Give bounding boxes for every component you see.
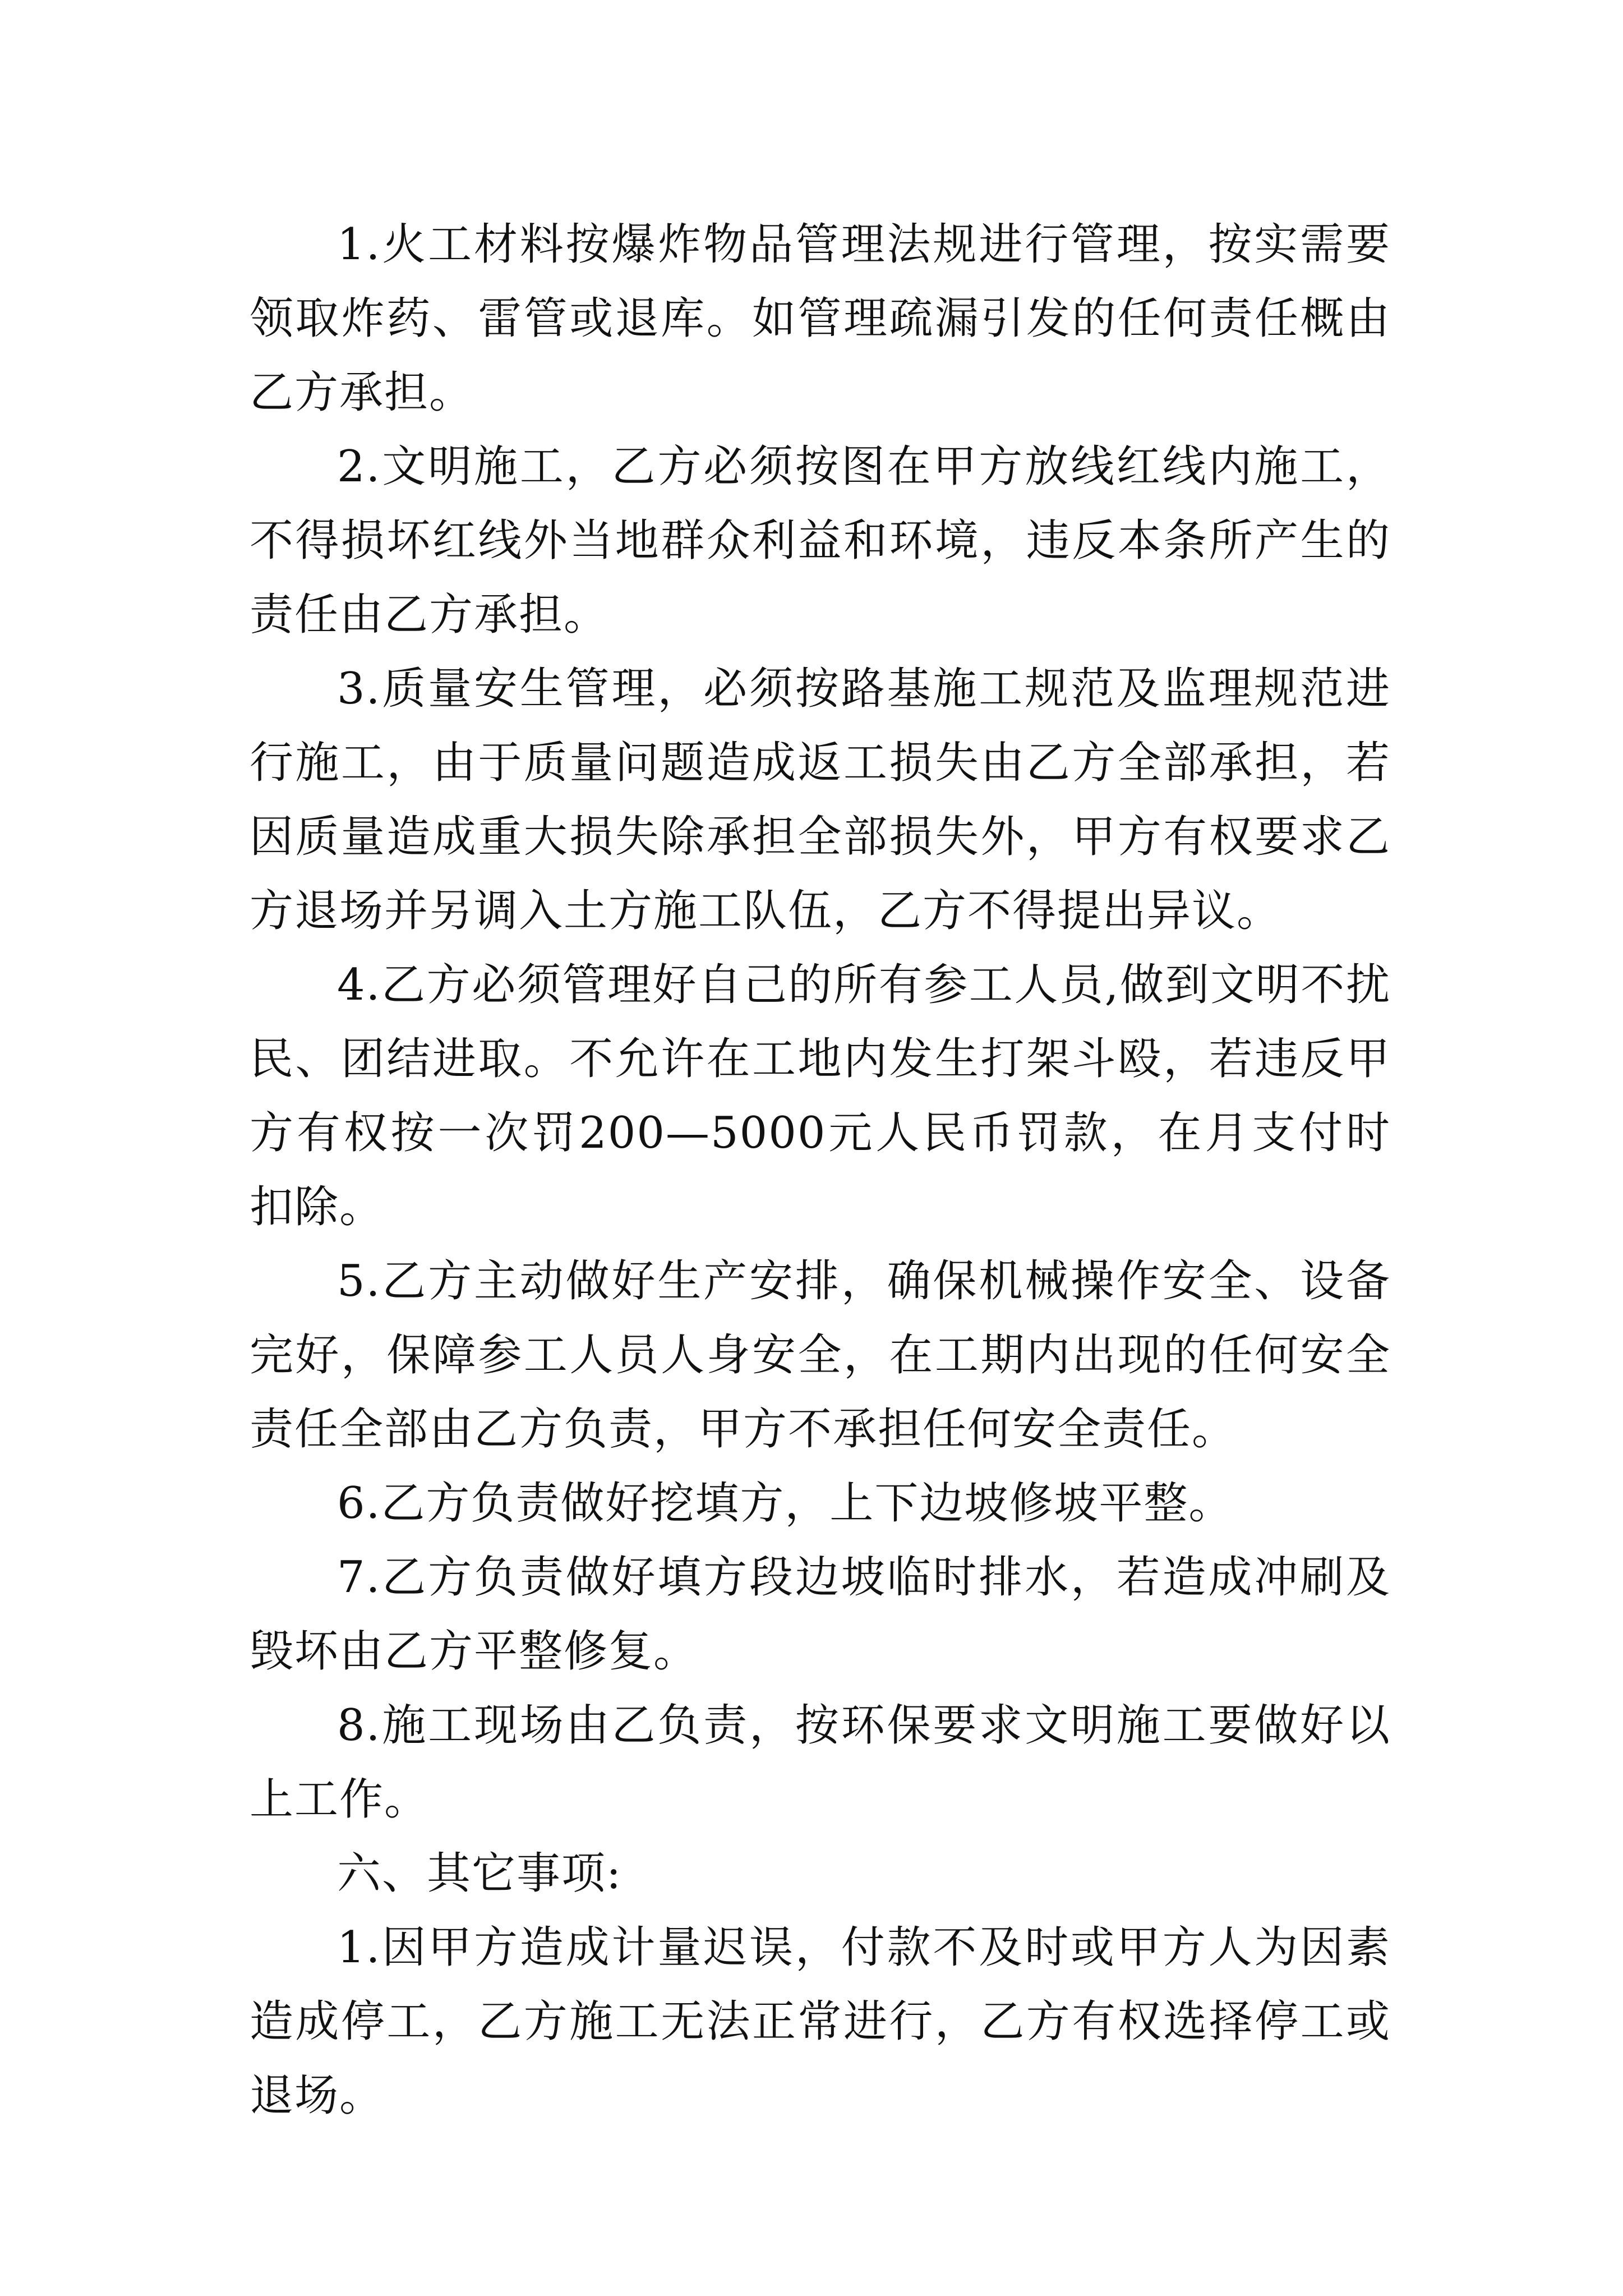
clause-paragraph-1: 1.火工材料按爆炸物品管理法规进行管理，按实需要领取炸药、雷管或退库。如管理疏漏引发的任何责任概由乙方承担。 [250, 219, 1391, 418]
clause-paragraph-7: 7.乙方负责做好填方段边坡临时排水，若造成冲刷及毁坏由乙方平整修复。 [250, 1552, 1391, 1677]
clause-paragraph-5: 5.乙方主动做好生产安排，确保机械操作安全、设备完好，保障参工人员人身安全，在工期内出现的任何安全责任全部由乙方负责，甲方不承担任何安全责任。 [250, 1256, 1391, 1455]
clause-paragraph-8: 8.施工现场由乙负责，按环保要求文明施工要做好以上工作。 [250, 1700, 1391, 1825]
other-matters-paragraph-1: 1.因甲方造成计量迟误，付款不及时或甲方人为因素造成停工，乙方施工无法正常进行，乙方有权选择停工或退场。 [250, 1922, 1391, 2121]
clause-paragraph-6: 6.乙方负责做好挖填方，上下边坡修坡平整。 [337, 1478, 1234, 1529]
clause-paragraph-2: 2.文明施工，乙方必须按图在甲方放线红线内施工，不得损坏红线外当地群众利益和环境，违反本条所产生的责任由乙方承担。 [250, 441, 1391, 640]
section-heading-other-matters: 六、其它事项: [337, 1848, 623, 1899]
document-body [250, 208, 1391, 2133]
clause-paragraph-3: 3.质量安生管理，必须按路基施工规范及监理规范进行施工，由于质量问题造成返工损失由乙方全部承担，若因质量造成重大损失除承担全部损失外，甲方有权要求乙方退场并另调入土方施工队伍，乙方不得提出异议。 [250, 664, 1391, 936]
clause-paragraph-4: 4.乙方必须管理好自己的所有参工人员,做到文明不扰民、团结进取。不允许在工地内发生打架斗殴，若违反甲方有权按一次罚200—5000元人民币罚款，在月支付时扣除。 [250, 960, 1391, 1232]
